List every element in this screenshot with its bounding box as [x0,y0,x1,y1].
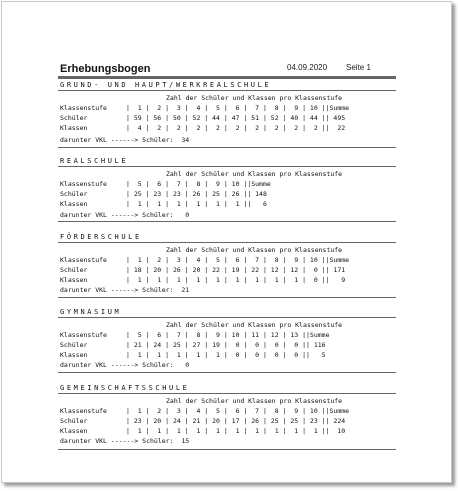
section-rule [58,242,396,243]
vkl-line: darunter VKL ------> Schüler: 15 [60,437,190,445]
document-date: 04.09.2020 [287,63,328,72]
page-number: Seite 1 [346,63,371,72]
row-label: Schüler [60,341,88,349]
row-values: | 1 | 2 | 3 | 4 | 5 | 6 | 7 | 8 | 9 | 10 ||Summe [126,104,350,112]
table-row [60,331,396,340]
vkl-line: darunter VKL ------> Schüler: 0 [60,361,190,369]
section-gemeinschaftsschule [58,384,396,456]
document-title: Erhebungsbogen [60,63,151,75]
row-values: | 1 | 1 | 1 | 1 | 1 | 0 | 0 | 0 | 0 || 5 [126,351,326,359]
table-row [60,114,396,123]
section-foerderschule [58,233,396,299]
table-row [60,351,396,360]
row-values: | 1 | 1 | 1 | 1 | 1 | 1 || 6 [126,200,267,208]
row-label: Schüler [60,114,88,122]
table-row [60,256,396,265]
section-end-rule [58,372,396,373]
section-title: GEMEINSCHAFTSSCHULE [60,384,190,392]
row-values: | 25 | 23 | 23 | 26 | 25 | 26 || 148 [126,190,267,198]
row-values: | 1 | 2 | 3 | 4 | 5 | 6 | 7 | 8 | 9 | 10 ||Summe [126,256,350,264]
section-rule [58,317,396,318]
table-row [60,180,396,189]
header-rule [58,76,396,79]
section-title: FÖRDERSCHULE [60,233,142,241]
row-label: Schüler [60,266,88,274]
row-label: Klassen [60,124,88,132]
table-row [60,124,396,133]
row-values: | 59 | 56 | 50 | 52 | 44 | 47 | 51 | 52 | 40 | 44 || 495 [126,114,346,122]
section-subheading: Zahl der Schüler und Klassen pro Klassenstufe [166,170,343,178]
section-rule [58,166,396,167]
table-row [60,266,396,275]
table-row [60,407,396,416]
section-rule [58,90,396,91]
row-values: | 23 | 20 | 24 | 21 | 20 | 17 | 26 | 25 | 25 | 23 || 224 [126,417,346,425]
section-subheading: Zahl der Schüler und Klassen pro Klassenstufe [166,94,343,102]
table-row [60,427,396,436]
section-gymnasium [58,308,396,375]
row-label: Schüler [60,190,88,198]
section-end-rule [58,147,396,148]
row-label: Klassen [60,351,88,359]
row-label: Klassenstufe [60,180,107,188]
section-end-rule [58,297,396,298]
row-label: Klassenstufe [60,331,107,339]
row-label: Klassen [60,427,88,435]
row-values: | 5 | 6 | 7 | 8 | 9 | 10 | 11 | 12 | 13 ||Summe [126,331,330,339]
vkl-line: darunter VKL ------> Schüler: 0 [60,211,190,219]
section-subheading: Zahl der Schüler und Klassen pro Klassenstufe [166,397,343,405]
row-values: | 21 | 24 | 25 | 27 | 19 | 0 | 0 | 0 | 0 || 116 [126,341,326,349]
table-row [60,417,396,426]
section-title: GYMNASIUM [60,308,122,316]
row-label: Klassenstufe [60,407,107,415]
row-label: Schüler [60,417,88,425]
table-row [60,104,396,113]
section-end-rule [58,449,396,450]
row-label: Klassen [60,200,88,208]
table-row [60,190,396,199]
section-rule [58,393,396,394]
row-label: Klassen [60,276,88,284]
section-grund-haupt-werkrealschule [58,81,396,151]
section-title: REALSCHULE [60,157,129,165]
row-values: | 1 | 1 | 1 | 1 | 1 | 1 | 1 | 1 | 1 | 1 || 10 [126,427,346,435]
table-row [60,341,396,350]
row-label: Klassenstufe [60,256,107,264]
section-end-rule [58,221,396,222]
vkl-line: darunter VKL ------> Schüler: 21 [60,286,190,294]
section-realschule [58,157,396,224]
section-subheading: Zahl der Schüler und Klassen pro Klassenstufe [166,246,343,254]
section-subheading: Zahl der Schüler und Klassen pro Klassenstufe [166,321,343,329]
section-title: GRUND- UND HAUPT/WERKREALSCHULE [60,81,272,89]
row-values: | 18 | 20 | 26 | 20 | 22 | 19 | 22 | 12 | 12 | 0 || 171 [126,266,346,274]
row-values: | 1 | 2 | 3 | 4 | 5 | 6 | 7 | 8 | 9 | 10 ||Summe [126,407,350,415]
row-values: | 5 | 6 | 7 | 8 | 9 | 10 ||Summe [126,180,271,188]
table-row [60,200,396,209]
document-header [58,60,396,76]
row-values: | 1 | 1 | 1 | 1 | 1 | 1 | 1 | 1 | 1 | 0 || 9 [126,276,346,284]
vkl-line: darunter VKL ------> Schüler: 34 [60,136,190,144]
table-row [60,276,396,285]
row-label: Klassenstufe [60,104,107,112]
row-values: | 4 | 2 | 2 | 2 | 2 | 2 | 2 | 2 | 2 | 2 || 22 [126,124,346,132]
